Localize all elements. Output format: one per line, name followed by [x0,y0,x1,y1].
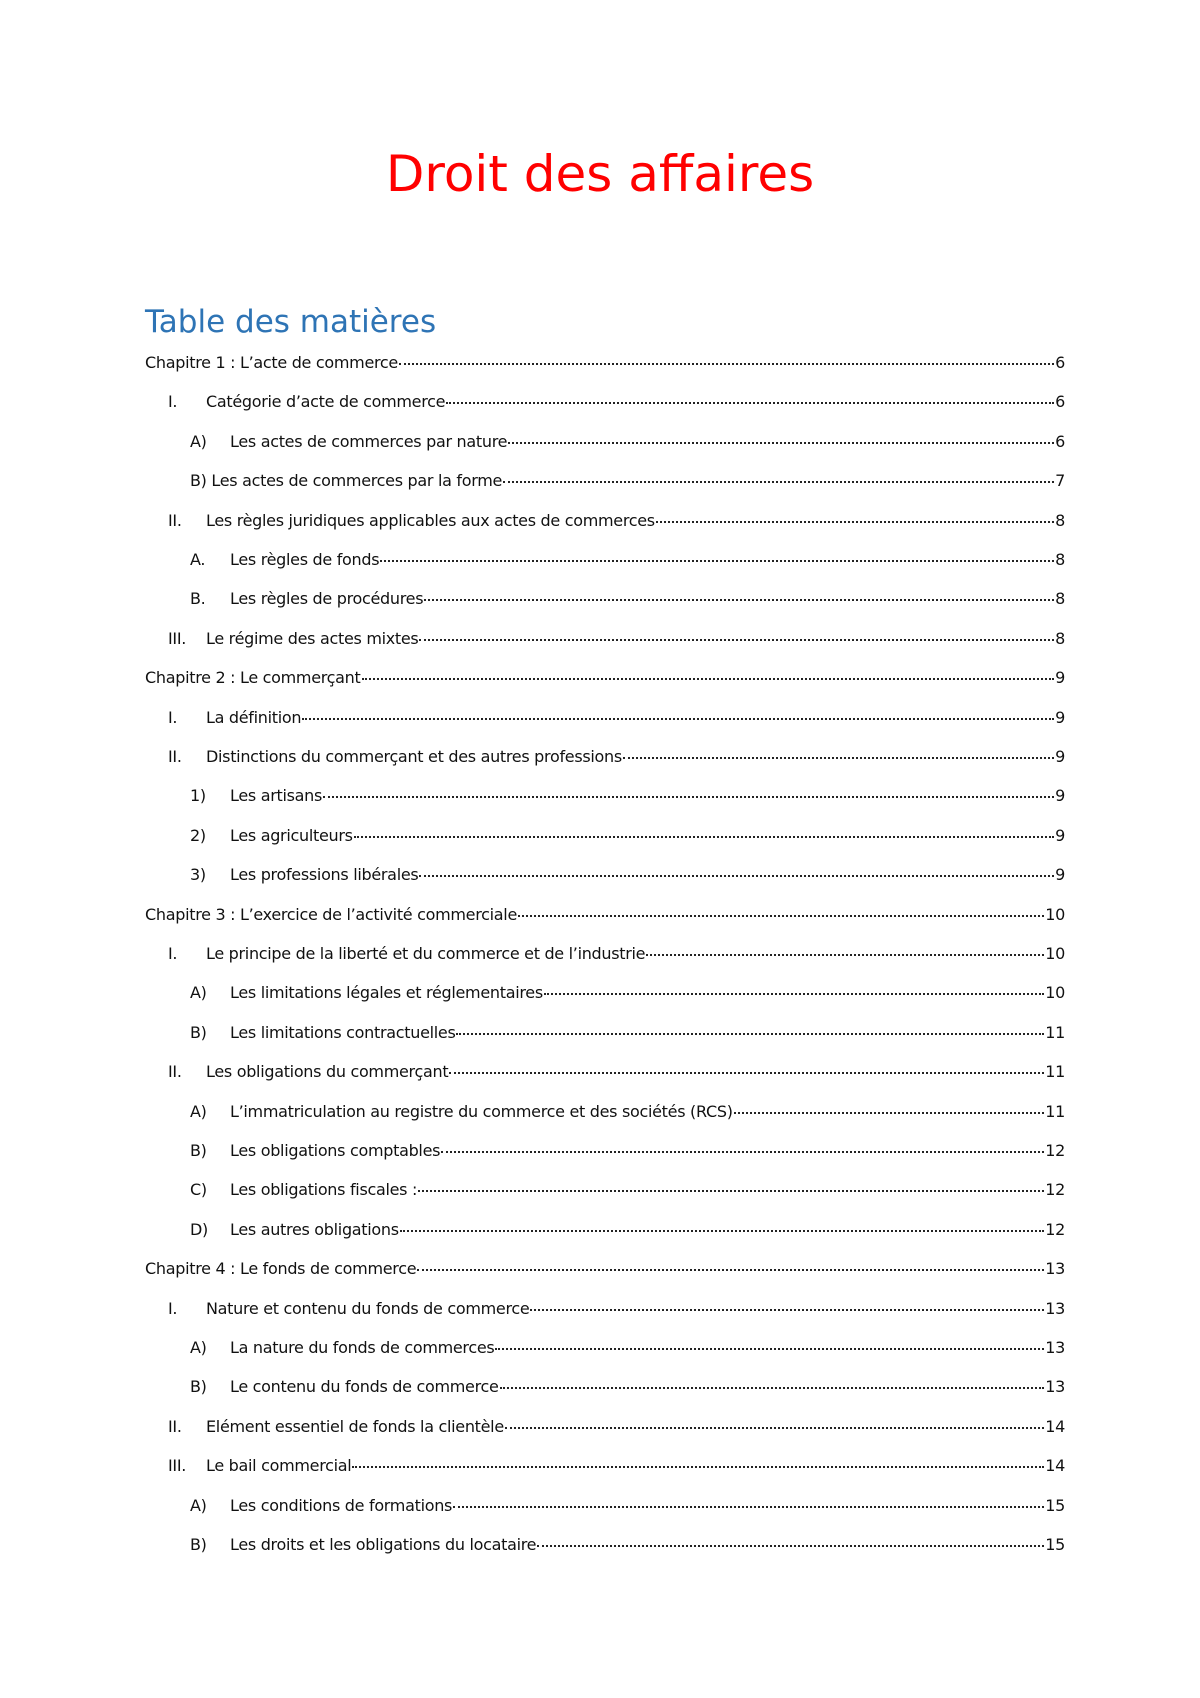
toc-entry-page-number: 10 [1045,905,1065,924]
toc-dot-leader [530,1309,1044,1311]
toc-entry-label: Chapitre 4 : Le fonds de commerce [145,1259,417,1278]
toc-dot-leader [362,678,1055,680]
toc-entry-number: III. [168,1456,187,1475]
toc-entry-label: Le bail commercial [206,1456,352,1475]
toc-entry-label: Chapitre 1 : L’acte de commerce [145,353,398,372]
toc-entry-label: La nature du fonds de commerces [230,1338,495,1357]
toc-entry-page-number: 8 [1055,629,1065,648]
toc-entry[interactable] [168,745,1065,769]
toc-dot-leader [500,1387,1045,1389]
toc-entry-page-number: 9 [1055,826,1065,845]
toc-entry-page-number: 13 [1045,1338,1065,1357]
toc-dot-leader [354,836,1054,838]
toc-dot-leader [446,402,1054,404]
toc-entry-label: Le principe de la liberté et du commerce et de l’industrie [206,944,646,963]
toc-entry-label: Les autres obligations [230,1220,399,1239]
toc-entry[interactable] [190,824,1065,848]
toc-entry-number: A) [190,1102,207,1121]
toc-dot-leader [734,1112,1045,1114]
toc-dot-leader [646,954,1044,956]
toc-entry-page-number: 15 [1045,1496,1065,1515]
toc-entry[interactable] [190,1021,1065,1045]
toc-entry-label: Chapitre 2 : Le commerçant [145,668,361,687]
toc-entry-number: II. [168,511,182,530]
toc-entry-number: II. [168,747,182,766]
toc-entry[interactable] [145,666,1065,690]
toc-entry-label: La définition [206,708,302,727]
toc-entry-page-number: 9 [1055,786,1065,805]
toc-entry-label: Elément essentiel de fonds la clientèle [206,1417,504,1436]
toc-entry[interactable] [168,1297,1065,1321]
toc-entry-label: Les obligations fiscales : [230,1180,418,1199]
toc-entry-number: B) [190,1141,207,1160]
toc-entry-page-number: 8 [1055,589,1065,608]
toc-dot-leader [456,1033,1044,1035]
toc-entry-number: A) [190,983,207,1002]
toc-entry-page-number: 6 [1055,353,1065,372]
toc-entry[interactable] [168,706,1065,730]
toc-dot-leader [417,1269,1044,1271]
toc-entry[interactable] [190,1494,1065,1518]
toc-entry[interactable] [145,903,1065,927]
toc-entry-number: III. [168,629,187,648]
toc-entry-label: Les artisans [230,786,323,805]
toc-dot-leader [656,521,1054,523]
toc-dot-leader [441,1151,1044,1153]
toc-entry-page-number: 14 [1045,1417,1065,1436]
toc-entry-number: A) [190,1496,207,1515]
toc-dot-leader [623,757,1054,759]
toc-entry[interactable] [168,942,1065,966]
toc-entry-number: B) [190,1377,207,1396]
toc-entry-page-number: 6 [1055,432,1065,451]
toc-dot-leader [399,363,1054,365]
toc-entry[interactable] [190,1218,1065,1242]
toc-entry-page-number: 9 [1055,708,1065,727]
toc-entry-page-number: 10 [1045,983,1065,1002]
toc-dot-leader [323,796,1054,798]
toc-entry-label: Les droits et les obligations du locataire [230,1535,537,1554]
toc-entry-label: Catégorie d’acte de commerce [206,392,446,411]
toc-entry-number: B. [190,589,206,608]
toc-entry[interactable] [190,548,1065,572]
toc-entry[interactable] [190,430,1065,454]
toc-heading: Table des matières [145,304,437,340]
toc-entry-label: B) Les actes de commerces par la forme [190,471,503,490]
toc-dot-leader [453,1506,1044,1508]
toc-entry-page-number: 7 [1055,471,1065,490]
toc-entry[interactable] [168,1415,1065,1439]
toc-entry-page-number: 9 [1055,668,1065,687]
toc-entry-label: Les règles de procédures [230,589,424,608]
toc-entry-label: Les limitations contractuelles [230,1023,456,1042]
toc-dot-leader [380,560,1054,562]
toc-entry-page-number: 10 [1045,944,1065,963]
toc-entry-label: Distinctions du commerçant et des autres professions [206,747,622,766]
toc-entry-number: I. [168,1299,178,1318]
toc-entry-label: Les actes de commerces par nature [230,432,508,451]
toc-dot-leader [302,718,1054,720]
toc-entry[interactable] [145,351,1065,375]
toc-entry-page-number: 11 [1045,1102,1065,1121]
toc-entry-page-number: 11 [1045,1062,1065,1081]
toc-entry-label: Nature et contenu du fonds de commerce [206,1299,530,1318]
toc-entry-label: Les limitations légales et réglementaires [230,983,543,1002]
toc-entry-label: Chapitre 3 : L’exercice de l’activité commerciale [145,905,517,924]
toc-entry-number: D) [190,1220,208,1239]
toc-entry-page-number: 11 [1045,1023,1065,1042]
toc-entry-page-number: 12 [1045,1180,1065,1199]
toc-entry-number: A. [190,550,206,569]
toc-entry-label: L’immatriculation au registre du commerce et des sociétés (RCS) [230,1102,733,1121]
toc-entry-label: Le régime des actes mixtes [206,629,419,648]
toc-entry[interactable] [190,1178,1065,1202]
toc-entry-number: 1) [190,786,206,805]
toc-entry[interactable] [190,469,1065,493]
toc-entry-number: A) [190,432,207,451]
toc-entry-page-number: 12 [1045,1220,1065,1239]
toc-entry-page-number: 12 [1045,1141,1065,1160]
toc-entry[interactable] [190,1533,1065,1557]
toc-entry-number: A) [190,1338,207,1357]
toc-entry[interactable] [190,1139,1065,1163]
toc-dot-leader [537,1545,1044,1547]
toc-entry-page-number: 9 [1055,865,1065,884]
toc-dot-leader [352,1466,1044,1468]
toc-dot-leader [503,481,1054,483]
toc-entry-page-number: 15 [1045,1535,1065,1554]
toc-dot-leader [508,442,1054,444]
toc-entry-page-number: 13 [1045,1377,1065,1396]
toc-entry-number: II. [168,1417,182,1436]
toc-dot-leader [449,1072,1044,1074]
toc-entry-label: Les agriculteurs [230,826,353,845]
toc-entry[interactable] [168,509,1065,533]
toc-entry-label: Les obligations du commerçant [206,1062,449,1081]
toc-entry-label: Les obligations comptables [230,1141,441,1160]
toc-dot-leader [400,1230,1044,1232]
toc-entry[interactable] [190,863,1065,887]
toc-entry-number: 3) [190,865,206,884]
toc-entry[interactable] [190,587,1065,611]
toc-entry-page-number: 14 [1045,1456,1065,1475]
toc-entry-number: I. [168,708,178,727]
toc-entry-label: Les conditions de formations [230,1496,453,1515]
toc-entry-number: II. [168,1062,182,1081]
toc-entry[interactable] [168,1060,1065,1084]
toc-entry-number: B) [190,1535,207,1554]
toc-entry-page-number: 8 [1055,511,1065,530]
toc-entry-page-number: 6 [1055,392,1065,411]
toc-dot-leader [419,875,1054,877]
toc-entry[interactable] [190,1100,1065,1124]
toc-entry[interactable] [190,981,1065,1005]
toc-entry-page-number: 13 [1045,1299,1065,1318]
toc-entry-label: Les règles de fonds [230,550,380,569]
toc-entry-label: Les professions libérales [230,865,419,884]
toc-entry-number: C) [190,1180,207,1199]
toc-dot-leader [418,1190,1044,1192]
toc-dot-leader [544,993,1044,995]
toc-entry[interactable] [168,390,1065,414]
toc-entry-number: I. [168,392,178,411]
toc-dot-leader [424,599,1054,601]
toc-dot-leader [505,1427,1044,1429]
toc-entry-page-number: 13 [1045,1259,1065,1278]
toc-entry[interactable] [190,1375,1065,1399]
toc-entry-number: I. [168,944,178,963]
toc-entry[interactable] [168,627,1065,651]
toc-entry[interactable] [190,1336,1065,1360]
toc-entry-page-number: 8 [1055,550,1065,569]
toc-entry[interactable] [168,1454,1065,1478]
toc-entry-number: B) [190,1023,207,1042]
toc-dot-leader [419,639,1054,641]
toc-entry-label: Les règles juridiques applicables aux actes de commerces [206,511,655,530]
toc-entry-page-number: 9 [1055,747,1065,766]
toc-entry-label: Le contenu du fonds de commerce [230,1377,499,1396]
toc-dot-leader [518,915,1044,917]
toc-dot-leader [495,1348,1044,1350]
toc-entry[interactable] [190,784,1065,808]
toc-entry[interactable] [145,1257,1065,1281]
toc-entry-number: 2) [190,826,206,845]
document-title: Droit des affaires [385,145,815,203]
